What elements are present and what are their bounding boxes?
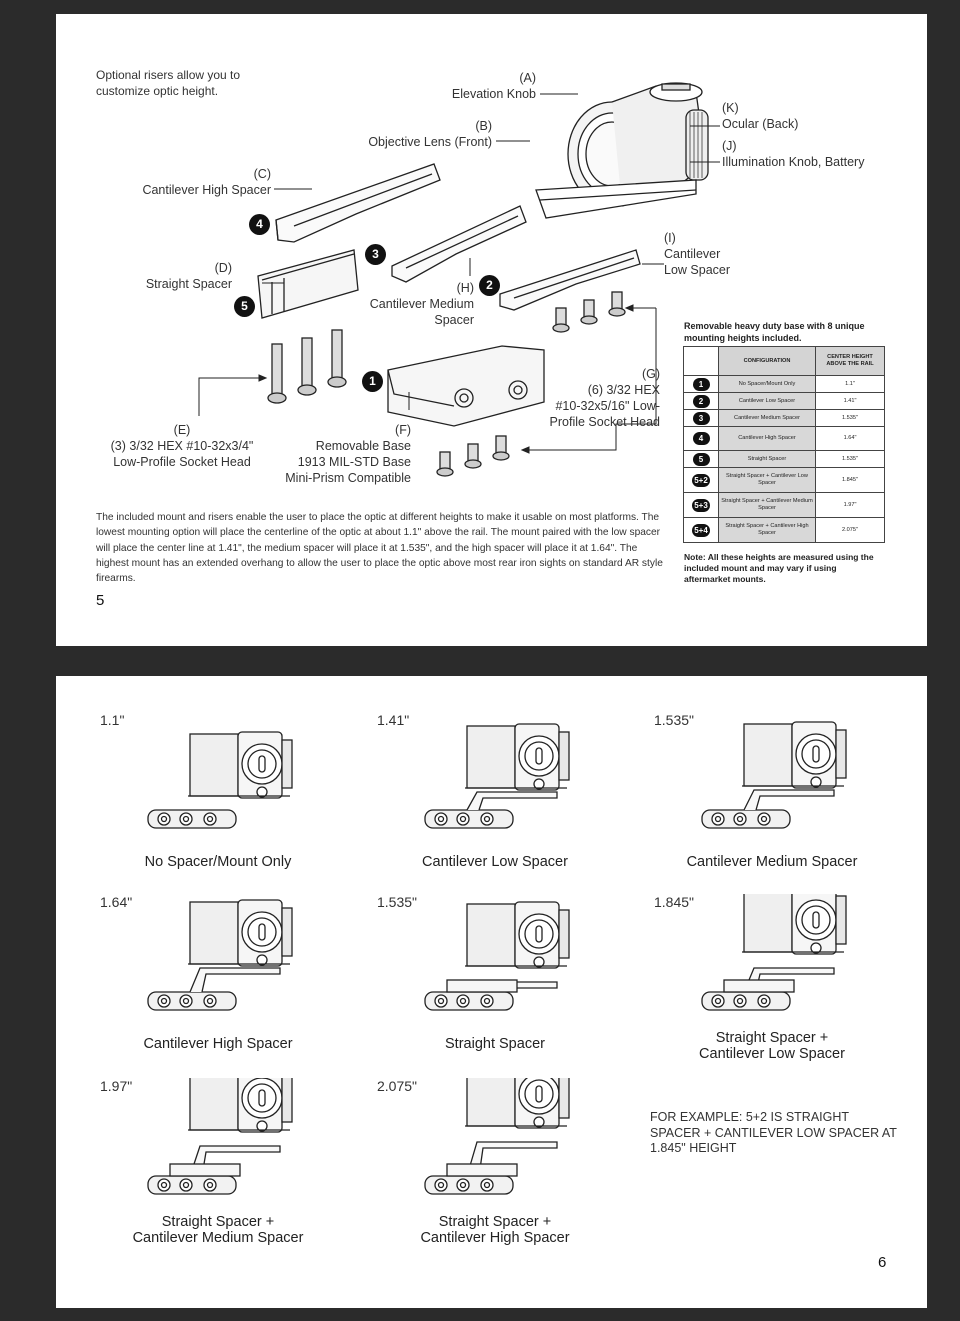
marker-5: 5 (234, 296, 255, 317)
callout-d-letter: (D) (214, 261, 232, 275)
configuration-label: No Spacer/Mount Only (144, 854, 292, 870)
optic-mount-illustration (130, 1078, 330, 1208)
callout-k-letter: (K) (722, 101, 739, 115)
configuration-cell (100, 1078, 370, 1258)
table-row (684, 410, 885, 427)
configuration-height: 1.1" (100, 712, 125, 728)
callout-j (722, 138, 892, 170)
callout-c-name: Cantilever High Spacer (142, 183, 271, 197)
callout-k-name: Ocular (Back) (722, 117, 799, 131)
configuration-cell (654, 712, 924, 892)
configuration-cell (377, 712, 647, 892)
table-header-config: CONFIGURATION (719, 347, 816, 376)
configuration-height: 1.97" (100, 1078, 133, 1094)
table-row (684, 493, 885, 518)
configuration-label: Cantilever High Spacer (143, 1036, 293, 1052)
row-height: 1.535" (816, 451, 885, 468)
row-height: 1.535" (816, 410, 885, 427)
callout-h-letter: (H) (456, 281, 474, 295)
configuration-cell (100, 894, 370, 1074)
row-badge: 3 (693, 412, 710, 425)
row-height: 1.64" (816, 427, 885, 451)
callout-g-name: (6) 3/32 HEX #10-32x5/16" Low- Profile Socket Head (549, 383, 660, 429)
table-header-blank (684, 347, 719, 376)
table-header-height: CENTER HEIGHT ABOVE THE RAIL (816, 347, 885, 376)
configuration-label: Straight Spacer + Cantilever Medium Spacer (132, 1214, 304, 1246)
callout-c-letter: (C) (253, 167, 271, 181)
callout-d-name: Straight Spacer (145, 277, 232, 291)
callout-g-letter: (G) (641, 367, 660, 381)
row-badge: 1 (693, 378, 710, 391)
callout-h (356, 280, 474, 328)
callout-i-name: Cantilever Low Spacer (664, 247, 731, 277)
marker-3: 3 (365, 244, 386, 265)
table-note: Note: All these heights are measured using the included mount and may vary if using aftermarket mounts. (684, 552, 874, 584)
table-header-row (684, 347, 885, 376)
row-config: No Spacer/Mount Only (719, 376, 816, 393)
row-badge: 5 (693, 453, 710, 466)
configuration-label: Straight Spacer + Cantilever High Spacer (420, 1214, 570, 1246)
configuration-height: 1.535" (377, 894, 418, 910)
row-config: Straight Spacer + Cantilever Medium Spacer (719, 493, 816, 518)
optic-mount-illustration (130, 712, 330, 842)
callout-e (102, 422, 262, 470)
optic-mount-illustration (130, 894, 330, 1024)
row-height: 1.41" (816, 393, 885, 410)
row-badge: 5+4 (694, 525, 708, 535)
configuration-label: Straight Spacer + Cantilever Low Spacer (699, 1030, 845, 1062)
optic-illustration (536, 83, 708, 218)
callout-a-letter: (A) (519, 71, 536, 85)
row-config: Cantilever Low Spacer (719, 393, 816, 410)
callout-f (262, 422, 411, 486)
callout-b-letter: (B) (475, 119, 492, 133)
callout-i (664, 230, 754, 278)
configuration-height: 1.845" (654, 894, 695, 910)
table-row (684, 393, 885, 410)
callout-i-letter: (I) (664, 231, 676, 245)
marker-1: 1 (362, 371, 383, 392)
row-config: Straight Spacer (719, 451, 816, 468)
page-number-6: 6 (878, 1254, 887, 1271)
configuration-cell (377, 1078, 647, 1258)
callout-k (722, 100, 842, 132)
page-number-5: 5 (96, 592, 105, 609)
optic-mount-illustration (407, 894, 607, 1024)
configuration-label: Straight Spacer (445, 1036, 545, 1052)
callout-c (126, 166, 271, 198)
configuration-cell (100, 712, 370, 892)
table-title: Removable heavy duty base with 8 unique mounting heights included. (684, 321, 865, 343)
optic-mount-illustration (684, 894, 884, 1024)
row-height: 1.1" (816, 376, 885, 393)
row-height: 2.075" (816, 518, 885, 543)
intro-text: Optional risers allow you to customize optic height. (96, 68, 241, 98)
callout-j-name: Illumination Knob, Battery (722, 155, 865, 169)
callout-b (356, 118, 492, 150)
callout-e-letter: (E) (173, 423, 191, 437)
callout-f-letter: (F) (395, 423, 411, 437)
manual-page-6 (56, 676, 927, 1308)
row-config: Cantilever High Spacer (719, 427, 816, 451)
configuration-height: 2.075" (377, 1078, 418, 1094)
callout-h-name: Cantilever Medium Spacer (369, 297, 474, 327)
marker-2: 2 (479, 275, 500, 296)
callout-f-name: Removable Base 1913 MIL-STD Base Mini-Prism Compatible (285, 439, 411, 485)
table-row (684, 427, 885, 451)
row-config: Straight Spacer + Cantilever High Spacer (719, 518, 816, 543)
optic-mount-illustration (684, 712, 884, 842)
row-height: 1.97" (816, 493, 885, 518)
row-badge: 4 (693, 432, 710, 445)
configuration-height: 1.535" (654, 712, 695, 728)
table-row (684, 376, 885, 393)
row-badge: 5+2 (694, 475, 708, 485)
callout-j-letter: (J) (722, 139, 737, 153)
optic-mount-illustration (407, 712, 607, 842)
marker-4: 4 (249, 214, 270, 235)
row-config: Straight Spacer + Cantilever Low Spacer (719, 468, 816, 493)
row-badge: 5+3 (694, 500, 708, 510)
row-badge: 2 (693, 395, 710, 408)
callout-a (446, 70, 536, 102)
mount-description-paragraph: The included mount and risers enable the user to place the optic at different heights to make it usable on most platforms. The lowest mounting option will place the centerline of the optic at about 1.1" above the rail. The mount paired with the low spacer will place the center line at 1.41", the medium spacer will place it at 1.535", and the high spacer will place it at 1.64". The highest mount has an extended overhang to allow the user to place the optic above most rear iron sights on standard AR style firearms. (96, 512, 663, 585)
callout-a-name: Elevation Knob (451, 87, 536, 101)
callout-b-name: Objective Lens (Front) (368, 135, 492, 149)
row-config: Cantilever Medium Spacer (719, 410, 816, 427)
example-note: FOR EXAMPLE: 5+2 IS STRAIGHT SPACER + CANTILEVER LOW SPACER AT 1.845" HEIGHT (650, 1110, 897, 1155)
callout-g (536, 366, 660, 430)
table-row (684, 451, 885, 468)
callout-d (126, 260, 232, 292)
table-row (684, 468, 885, 493)
configuration-cell (654, 894, 924, 1074)
configuration-label: Cantilever Low Spacer (422, 854, 568, 870)
configuration-cell (377, 894, 647, 1074)
row-height: 1.845" (816, 468, 885, 493)
table-row (684, 518, 885, 543)
configuration-height: 1.41" (377, 712, 410, 728)
configuration-height: 1.64" (100, 894, 133, 910)
manual-page-5 (56, 14, 927, 646)
configuration-label: Cantilever Medium Spacer (686, 854, 858, 870)
height-table (683, 346, 885, 543)
optic-mount-illustration (407, 1078, 607, 1208)
callout-e-name: (3) 3/32 HEX #10-32x3/4" Low-Profile Socket Head (110, 439, 254, 469)
